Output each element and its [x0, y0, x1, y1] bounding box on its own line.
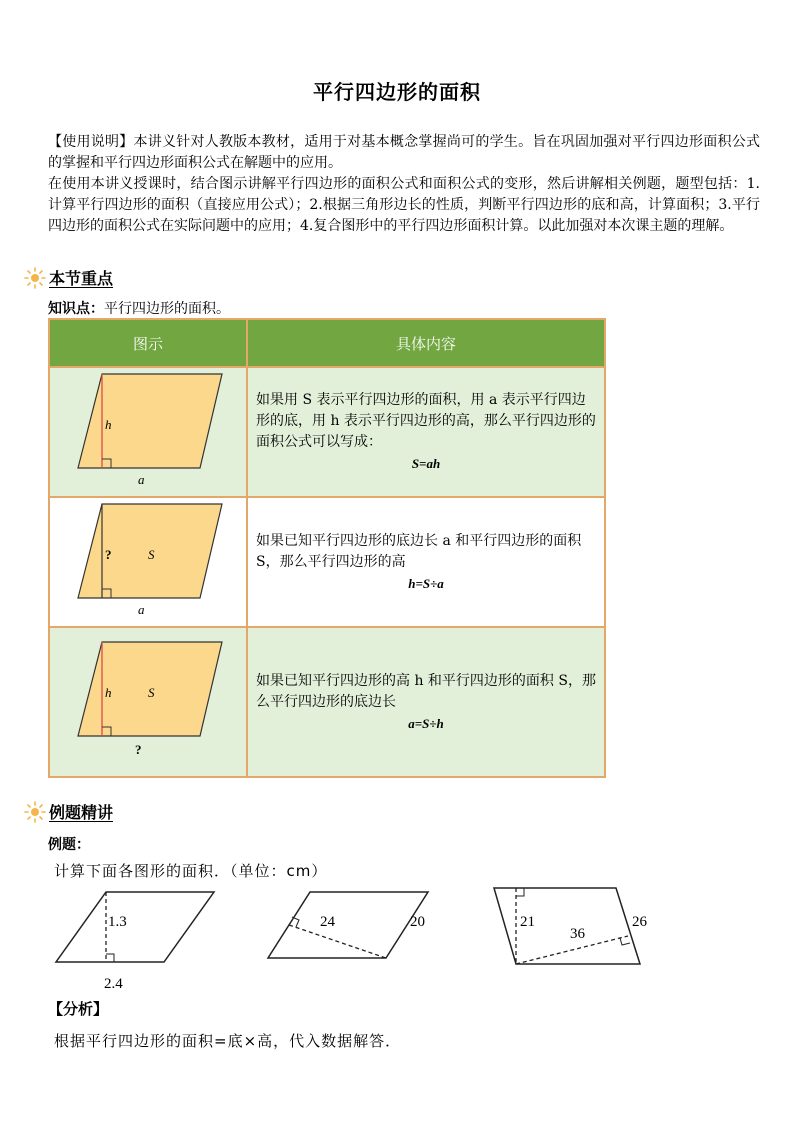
example-figure-1 — [56, 892, 214, 992]
formula: h=S÷a — [408, 575, 444, 591]
knowledge-text: 平行四边形的面积。 — [104, 301, 230, 317]
analysis-text: 根据平行四边形的面积=底×高，代入数据解答． — [54, 1032, 402, 1050]
parallelogram-figure — [50, 498, 246, 622]
height-label: 1.3 — [108, 914, 127, 930]
section-title: 本节重点 — [49, 269, 114, 288]
area-label: S — [148, 547, 155, 562]
table-row — [49, 627, 605, 777]
section-header-key-points — [24, 266, 113, 289]
intro-paragraph-2: 在使用本讲义授课时，结合图示讲解平行四边形的面积公式和面积公式的变形，然后讲解相关例题，题型包括：1.计算平行四边形的面积（直接应用公式）；2.根据三角形边长的性质，判断平行四边形的底和高，计算面积；3.平行四边形的面积公式在实际问题中的应用；4.复合图形中的平行四边形面积计算。以此加强对本次课主题的理解。 — [48, 176, 760, 234]
diagonal-label: 36 — [570, 926, 585, 942]
base-label: a — [138, 602, 145, 617]
figure-cell — [49, 497, 247, 627]
content-text: 如果用 S 表示平行四边形的面积，用 a 表示平行四边形的底，用 h 表示平行四边形的高，那么平行四边形的面积公式可以写成： — [256, 392, 596, 450]
area-label: S — [148, 685, 155, 700]
formula: a=S÷h — [408, 715, 444, 731]
sun-icon — [24, 801, 46, 823]
side-label: 26 — [632, 914, 647, 930]
column-header-content: 具体内容 — [247, 319, 605, 367]
table-row — [49, 497, 605, 627]
formula-table — [48, 318, 606, 778]
parallelogram-figure — [50, 628, 246, 772]
sun-icon — [24, 267, 46, 289]
base-label: ? — [135, 742, 142, 757]
figure-cell — [49, 367, 247, 497]
content-text: 如果已知平行四边形的高 h 和平行四边形的面积 S，那么平行四边形的底边长 — [256, 672, 596, 710]
height-label: h — [105, 417, 112, 432]
example-figure-3 — [494, 888, 648, 964]
formula: S=ah — [411, 456, 441, 471]
base-label: 2.4 — [104, 976, 123, 992]
base-label: a — [138, 472, 145, 487]
table-header-row — [49, 319, 605, 367]
side-label: 20 — [410, 914, 425, 930]
table-row — [49, 367, 605, 497]
knowledge-point — [48, 298, 230, 318]
height-label: h — [105, 685, 112, 700]
analysis-label: 【分析】 — [48, 1000, 109, 1018]
content-text: 如果已知平行四边形的底边长 a 和平行四边形的面积 S，那么平行四边形的高 — [256, 532, 582, 570]
height-label: 24 — [320, 914, 335, 930]
figure-cell — [49, 627, 247, 777]
height-label: ? — [105, 547, 112, 562]
example-figures — [48, 882, 668, 994]
column-header-figure: 图示 — [49, 319, 247, 367]
knowledge-prefix: 知识点： — [48, 301, 104, 317]
page-title: 平行四边形的面积 — [313, 80, 481, 104]
example-figure-2 — [268, 892, 428, 958]
intro-paragraph-1: 【使用说明】本讲义针对人教版本教材，适用于对基本概念掌握尚可的学生。旨在巩固加强对平行四边形面积公式的掌握和平行四边形面积公式在解题中的应用。 — [48, 134, 760, 171]
content-cell — [247, 367, 605, 497]
section-title: 例题精讲 — [49, 803, 114, 822]
content-cell — [247, 627, 605, 777]
parallelogram-figure — [50, 368, 246, 492]
content-cell — [247, 497, 605, 627]
section-header-examples — [24, 800, 113, 823]
intro-text — [48, 132, 760, 237]
example-label: 例题： — [48, 837, 90, 853]
height-label: 21 — [520, 914, 535, 930]
example-question: 计算下面各图形的面积．（单位：cm） — [54, 862, 328, 880]
